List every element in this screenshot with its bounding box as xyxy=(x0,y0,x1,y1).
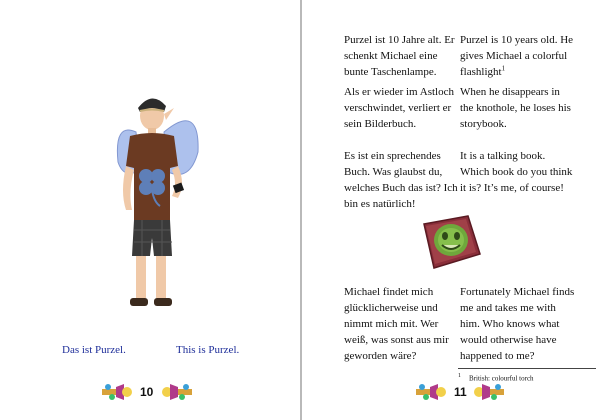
footnote xyxy=(458,372,598,383)
page-number-left: 10 xyxy=(140,385,154,399)
paragraph-de-2: Als er wieder im Astloch verschwindet, verliert er sein Bilderbuch. xyxy=(344,86,454,130)
footnote-number: 1 xyxy=(458,373,461,379)
caption-english: This is Purzel. xyxy=(176,344,240,356)
paragraph-en-4: Fortunately Michael finds me and takes me with him. Who knows what would otherwise have happened to me? xyxy=(460,286,575,362)
right-page xyxy=(302,0,600,420)
flashlight-icon xyxy=(100,383,134,401)
talking-book-illustration xyxy=(420,212,482,272)
page-number-right: 11 xyxy=(454,385,467,399)
footnote-ref: 1 xyxy=(501,64,506,73)
flashlight-icon xyxy=(472,383,506,401)
flashlight-icon xyxy=(414,383,448,401)
caption-german: Das ist Purzel. xyxy=(62,344,126,356)
footnote-text: British: colourful torch xyxy=(469,374,534,383)
paragraph-en-3: It is a talking book. Which book do you think it is? It’s me, of course! xyxy=(460,150,573,194)
paragraph-en-1 xyxy=(460,32,575,80)
flashlight-icon xyxy=(160,383,194,401)
paragraph-de-4: Michael findet mich glücklicherweise und nimmt mich mit. Wer weiß, was sonst aus mir geworden wäre? xyxy=(344,286,449,362)
footnote-divider xyxy=(458,368,596,369)
paragraph-en-2: When he disappears in the knothole, he loses his storybook. xyxy=(460,86,571,130)
elf-boy-illustration xyxy=(112,92,202,322)
paragraph-en-1-text: Purzel is 10 years old. He gives Michael a colorful flashlight xyxy=(460,34,574,78)
paragraph-de-1: Purzel ist 10 Jahre alt. Er schenkt Michael eine bunte Taschenlampe. xyxy=(344,34,455,78)
paragraph-de-3: Es ist ein sprechendes Buch. Was glaubst du, welches Buch das ist? Ich bin es natürlich! xyxy=(344,150,458,210)
